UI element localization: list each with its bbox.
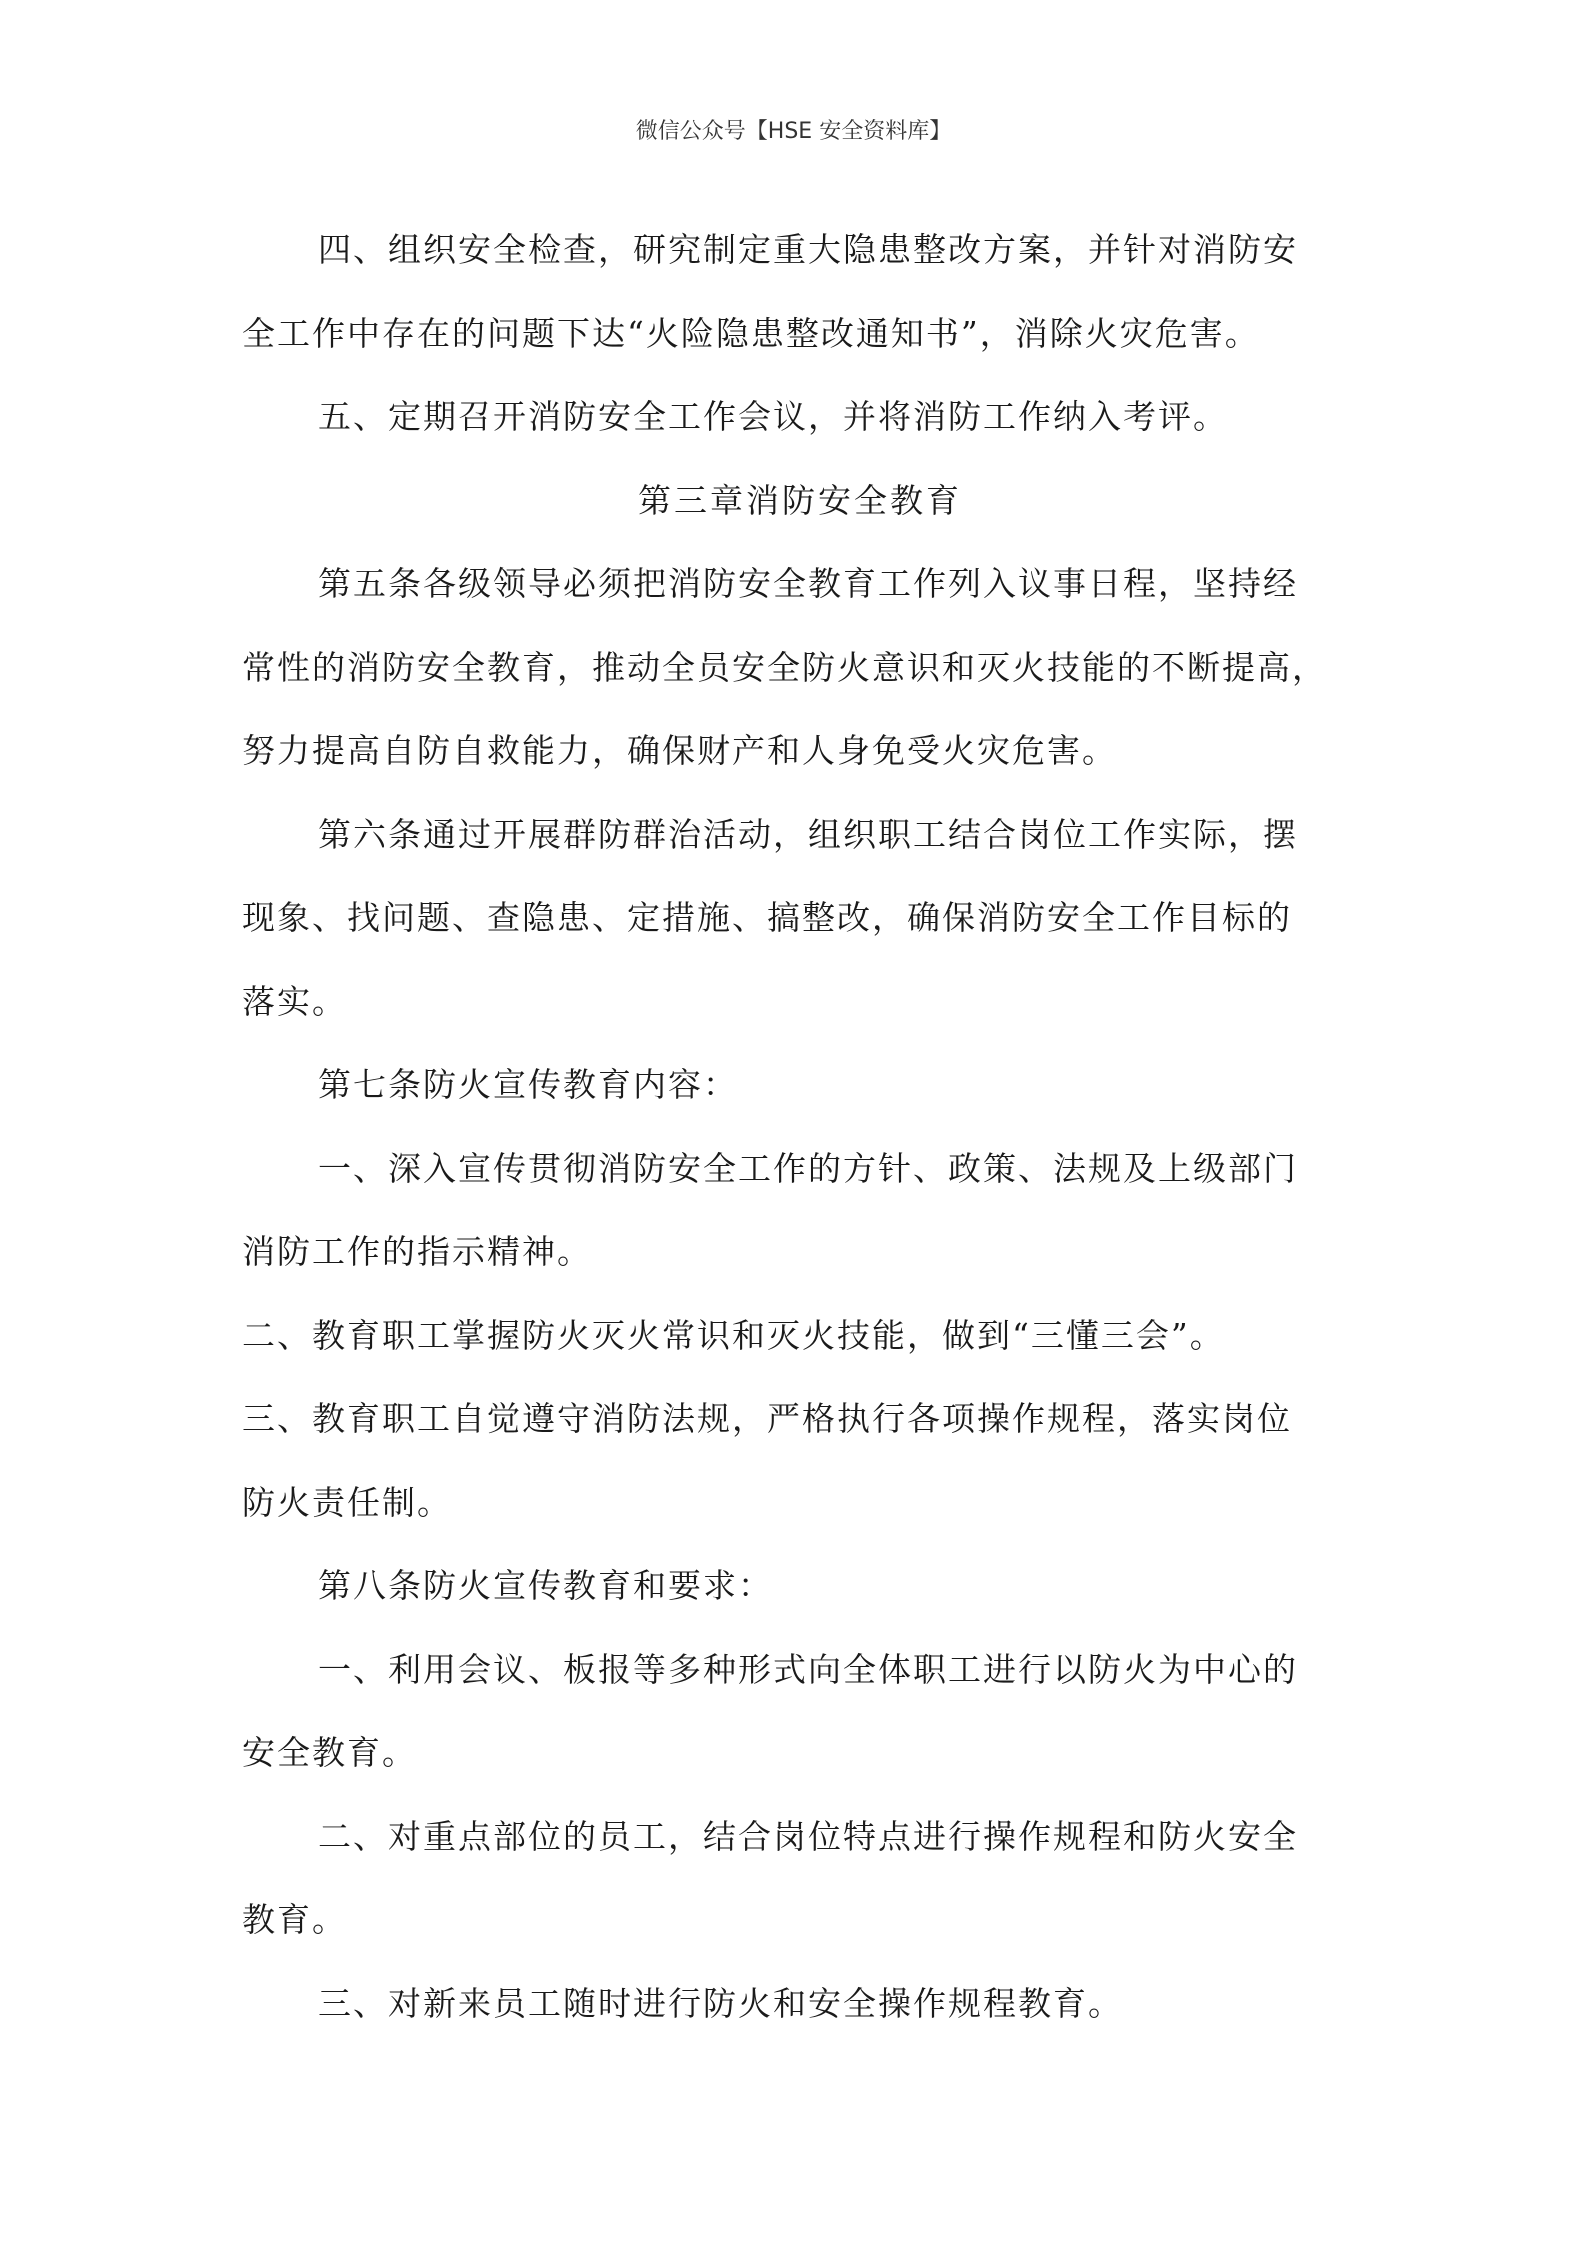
paragraph-line: 三、对新来员工随时进行防火和安全操作规程教育。 — [318, 1983, 1123, 2023]
article-label: 第五条 — [318, 564, 423, 603]
paragraph-line: 教育。 — [242, 1900, 347, 1939]
page-header: 微信公众号【HSE 安全资料库】 — [635, 119, 952, 144]
article-label: 第六条 — [318, 814, 423, 854]
paragraph-line: 落实。 — [242, 981, 347, 1021]
paragraph-line: 全工作中存在的问题下达“火险隐患整改通知书”，消除火灾危害。 — [242, 313, 1260, 353]
article-label: 第七条 — [318, 1065, 423, 1104]
paragraph-line: 第五条各级领导必须把消防安全教育工作列入议事日程，坚持经 — [318, 564, 1298, 603]
paragraph-line: 一、深入宣传贯彻消防安全工作的方针、政策、法规及上级部门 — [318, 1148, 1298, 1188]
paragraph-line: 第八条防火宣传教育和要求： — [318, 1566, 773, 1605]
paragraph-line: 现象、找问题、查隐患、定措施、搞整改，确保消防安全工作目标的 — [242, 898, 1292, 937]
paragraph-line: 安全教育。 — [242, 1733, 417, 1772]
paragraph-line: 第七条防火宣传教育内容： — [318, 1065, 738, 1104]
article-label: 第八条 — [318, 1566, 423, 1605]
paragraph-line: 常性的消防安全教育，推动全员安全防火意识和灭火技能的不断提高， — [242, 647, 1327, 687]
paragraph-line: 五、定期召开消防安全工作会议，并将消防工作纳入考评。 — [318, 397, 1228, 436]
paragraph-line: 努力提高自防自救能力，确保财产和人身免受火灾危害。 — [242, 731, 1117, 770]
document-body — [242, 208, 1358, 2045]
paragraph-line: 一、利用会议、板报等多种形式向全体职工进行以防火为中心的 — [318, 1649, 1298, 1689]
paragraph-line: 二、对重点部位的员工，结合岗位特点进行操作规程和防火安全 — [318, 1816, 1298, 1856]
chapter-heading: 第三章消防安全教育 — [638, 480, 962, 520]
paragraph-line: 四、组织安全检查，研究制定重大隐患整改方案，并针对消防安 — [318, 230, 1298, 269]
paragraph-line: 第六条通过开展群防群治活动，组织职工结合岗位工作实际，摆 — [318, 814, 1298, 854]
paragraph-line: 防火责任制。 — [242, 1482, 452, 1522]
paragraph-line: 三、教育职工自觉遵守消防法规，严格执行各项操作规程，落实岗位 — [242, 1399, 1292, 1438]
paragraph-line: 消防工作的指示精神。 — [242, 1232, 592, 1271]
paragraph-line: 二、教育职工掌握防火灭火常识和灭火技能，做到“三懂三会”。 — [242, 1315, 1225, 1355]
